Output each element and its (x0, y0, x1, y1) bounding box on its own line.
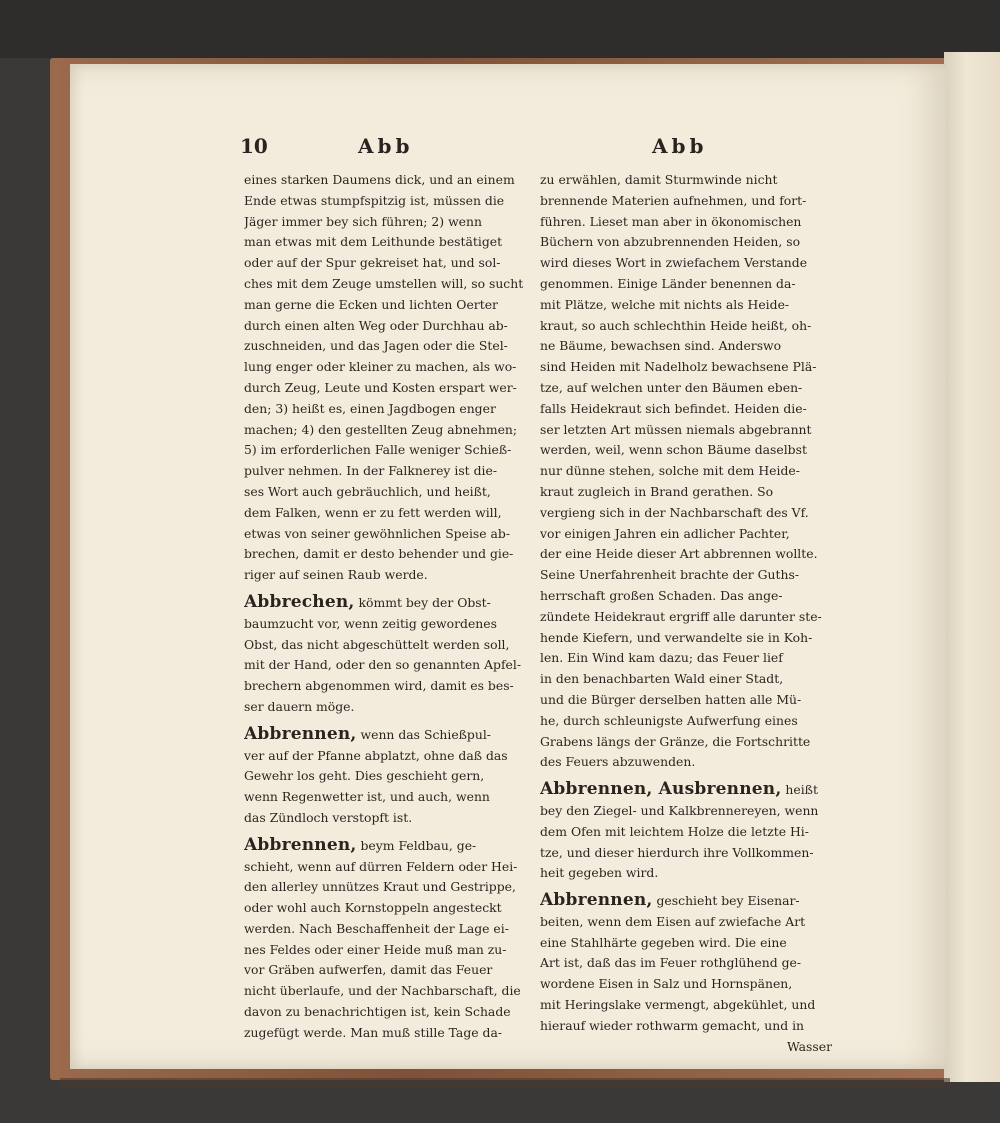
text-line: vor einigen Jahren ein adlicher Pachter, (540, 525, 790, 541)
text-fragment: geschieht bey Eisenar- (652, 893, 800, 909)
text-line: wenn Regenwetter ist, und auch, wenn (244, 789, 490, 805)
text-line: beiten, wenn dem Eisen auf zwiefache Art (540, 913, 806, 929)
text-line: brennende Materien aufnehmen, und fort- (540, 192, 807, 208)
text-line: hierauf wieder rothwarm gemacht, und in (540, 1017, 805, 1033)
text-line: oder wohl auch Kornstoppeln angesteckt (244, 900, 502, 916)
text-line: ches mit dem Zeuge umstellen will, so sucht (244, 275, 524, 291)
entry-first-line (540, 890, 832, 912)
text-line: Ende etwas stumpfspitzig ist, müssen die (244, 192, 505, 208)
text-line: mit Plätze, welche mit nichts als Heide- (540, 296, 790, 312)
page-number: 10 (240, 134, 268, 158)
text-line: den allerley unnützes Kraut und Gestrippe, (244, 879, 516, 895)
text-line: kraut zugleich in Brand gerathen. So (540, 483, 774, 499)
text-line: nes Feldes oder einer Heide muß man zu- (244, 941, 507, 957)
text-fragment: kömmt bey der Obst- (354, 594, 491, 610)
text-fragment: beym Feldbau, ge- (356, 837, 477, 853)
text-fragment: heißt (781, 782, 818, 798)
text-line: Gewehr los geht. Dies geschieht gern, (244, 768, 485, 784)
text-line: wordene Eisen in Salz und Hornspänen, (540, 976, 793, 992)
entry-abbrennen-feldbau (244, 835, 534, 1044)
text-line: werden, weil, wenn schon Bäume daselbst (540, 442, 807, 458)
text-line: machen; 4) den gestellten Zeug abnehmen; (244, 421, 518, 437)
text-line: mit Heringslake vermengt, abgekühlet, und (540, 997, 816, 1013)
text-line: davon zu benachrichtigen ist, kein Schade (244, 1004, 511, 1020)
text-line: riger auf seinen Raub werde. (244, 567, 428, 583)
text-line: man etwas mit dem Leithunde bestätiget (244, 234, 503, 250)
text-line: len. Ein Wind kam dazu; das Feuer lief (540, 650, 783, 666)
text-line: herrschaft großen Schaden. Das ange- (540, 587, 783, 603)
text-line: in den benachbarten Wald einer Stadt, (540, 671, 784, 687)
text-line: tze, auf welchen unter den Bäumen eben- (540, 379, 803, 395)
text-line: ser letzten Art müssen niemals abgebrannt (540, 421, 812, 437)
entry-abbrechen (244, 592, 534, 718)
text-line: zugefügt werde. Man muß stille Tage da- (244, 1024, 503, 1040)
entry-abbrennen-ausbrennen (540, 779, 832, 884)
text-line: lung enger oder kleiner zu machen, als wo- (244, 359, 517, 375)
entry-first-line (244, 835, 534, 857)
text-line: sind Heiden mit Nadelholz bewachsene Plä- (540, 359, 817, 375)
text-line: ver auf der Pfanne abplatzt, ohne daß das (244, 747, 508, 763)
text-line: 5) im erforderlichen Falle weniger Schieß- (244, 442, 512, 458)
catchword: Wasser (786, 1038, 832, 1054)
text-line: brechern abgenommen wird, damit es bes- (244, 678, 514, 694)
text-line: werden. Nach Beschaffenheit der Lage ei- (244, 920, 509, 936)
text-line: Art ist, daß das im Feuer rothglühend ge- (540, 955, 802, 971)
headword: Abbrechen, (244, 591, 355, 612)
text-line: tze, und dieser hierdurch ihre Vollkommen- (540, 844, 814, 860)
text-line: zündete Heidekraut ergriff alle darunter ste- (540, 608, 822, 624)
text-line: Obst, das nicht abgeschüttelt werden soll, (244, 636, 510, 652)
entry-abbrennen-eisen (540, 890, 832, 1037)
headword: Abbrennen, (244, 834, 357, 855)
headword: Abbrennen, (540, 890, 653, 911)
backdrop (0, 0, 1000, 58)
entry-abbrennen-gewehr (244, 724, 534, 829)
headword: Abbrennen, (244, 723, 357, 744)
entry-first-line (540, 779, 832, 801)
text-line: bey den Ziegel- und Kalkbrennereyen, wenn (540, 802, 819, 818)
text-line: eines starken Daumens dick, und an einem (244, 172, 515, 187)
text-line: man gerne die Ecken und lichten Oerter (244, 296, 498, 312)
text-line: und die Bürger derselben hatten alle Mü- (540, 691, 802, 707)
entry-first-line (244, 592, 534, 614)
text-line: vergieng sich in der Nachbarschaft des Vf. (540, 504, 809, 520)
text-line: schieht, wenn auf dürren Feldern oder Hei- (244, 858, 518, 874)
headword: Abbrennen, Ausbrennen, (540, 779, 782, 800)
text-line: nur dünne stehen, solche mit dem Heide- (540, 463, 800, 479)
text-line: führen. Lieset man aber in ökonomischen (540, 213, 802, 229)
text-line: dem Falken, wenn er zu fett werden will, (244, 504, 502, 520)
facing-page-edge (944, 52, 1000, 1082)
text-line: Jäger immer bey sich führen; 2) wenn (244, 213, 482, 229)
text-line: ses Wort auch gebräuchlich, und heißt, (244, 483, 491, 499)
text-line: vor Gräben aufwerfen, damit das Feuer (244, 962, 493, 978)
text-line: nicht überlaufe, und der Nachbarschaft, die (244, 983, 521, 999)
text-line: das Zündloch verstopft ist. (244, 809, 413, 825)
text-line: falls Heidekraut sich befindet. Heiden die- (540, 400, 807, 416)
text-fragment: wenn das Schießpul- (356, 726, 491, 742)
text-line: durch Zeug, Leute und Kosten erspart wer- (244, 379, 517, 395)
running-head-right: Abb (652, 134, 708, 158)
text-line: he, durch schleunigste Aufwerfung eines (540, 712, 798, 728)
book-bottom-edge (60, 1078, 950, 1088)
text-line: brechen, damit er desto behender und gie- (244, 546, 514, 562)
text-line: der eine Heide dieser Art abbrennen wollte. (540, 546, 818, 562)
text-line: Grabens längs der Gränze, die Fortschritte (540, 733, 811, 749)
continued-paragraph (244, 170, 534, 586)
running-head-left: Abb (358, 134, 414, 158)
right-column (540, 170, 832, 1057)
continued-paragraph (540, 170, 832, 773)
text-line: Büchern von abzubrennenden Heiden, so (540, 234, 801, 250)
text-line: ne Bäume, bewachsen sind. Anderswo (540, 338, 782, 354)
text-line: zu erwählen, damit Sturmwinde nicht (540, 172, 778, 187)
text-line: den; 3) heißt es, einen Jagdbogen enger (244, 400, 496, 416)
text-line: eine Stahlhärte gegeben wird. Die eine (540, 934, 787, 950)
text-line: mit der Hand, oder den so genannten Apfel- (244, 657, 522, 673)
text-line: dem Ofen mit leichtem Holze die letzte Hi- (540, 823, 809, 839)
text-line: heit gegeben wird. (540, 865, 659, 881)
text-line: durch einen alten Weg oder Durchhau ab- (244, 317, 508, 333)
text-line: etwas von seiner gewöhnlichen Speise ab- (244, 525, 511, 541)
text-line: des Feuers abzuwenden. (540, 754, 696, 770)
text-line: baumzucht vor, wenn zeitig gewordenes (244, 615, 497, 631)
text-line: oder auf der Spur gekreiset hat, und sol- (244, 255, 501, 271)
text-line: Seine Unerfahrenheit brachte der Guths- (540, 567, 800, 583)
text-line: genommen. Einige Länder benennen da- (540, 275, 796, 291)
text-line: kraut, so auch schlechthin Heide heißt, oh- (540, 317, 812, 333)
text-line: ser dauern möge. (244, 698, 355, 714)
text-line: zuschneiden, und das Jagen oder die Stel- (244, 338, 508, 354)
entry-first-line (244, 724, 534, 746)
text-line: wird dieses Wort in zwiefachem Verstande (540, 255, 808, 271)
text-line: hende Kiefern, und verwandelte sie in Koh- (540, 629, 813, 645)
text-line: pulver nehmen. In der Falknerey ist die- (244, 463, 498, 479)
left-column (244, 170, 534, 1044)
